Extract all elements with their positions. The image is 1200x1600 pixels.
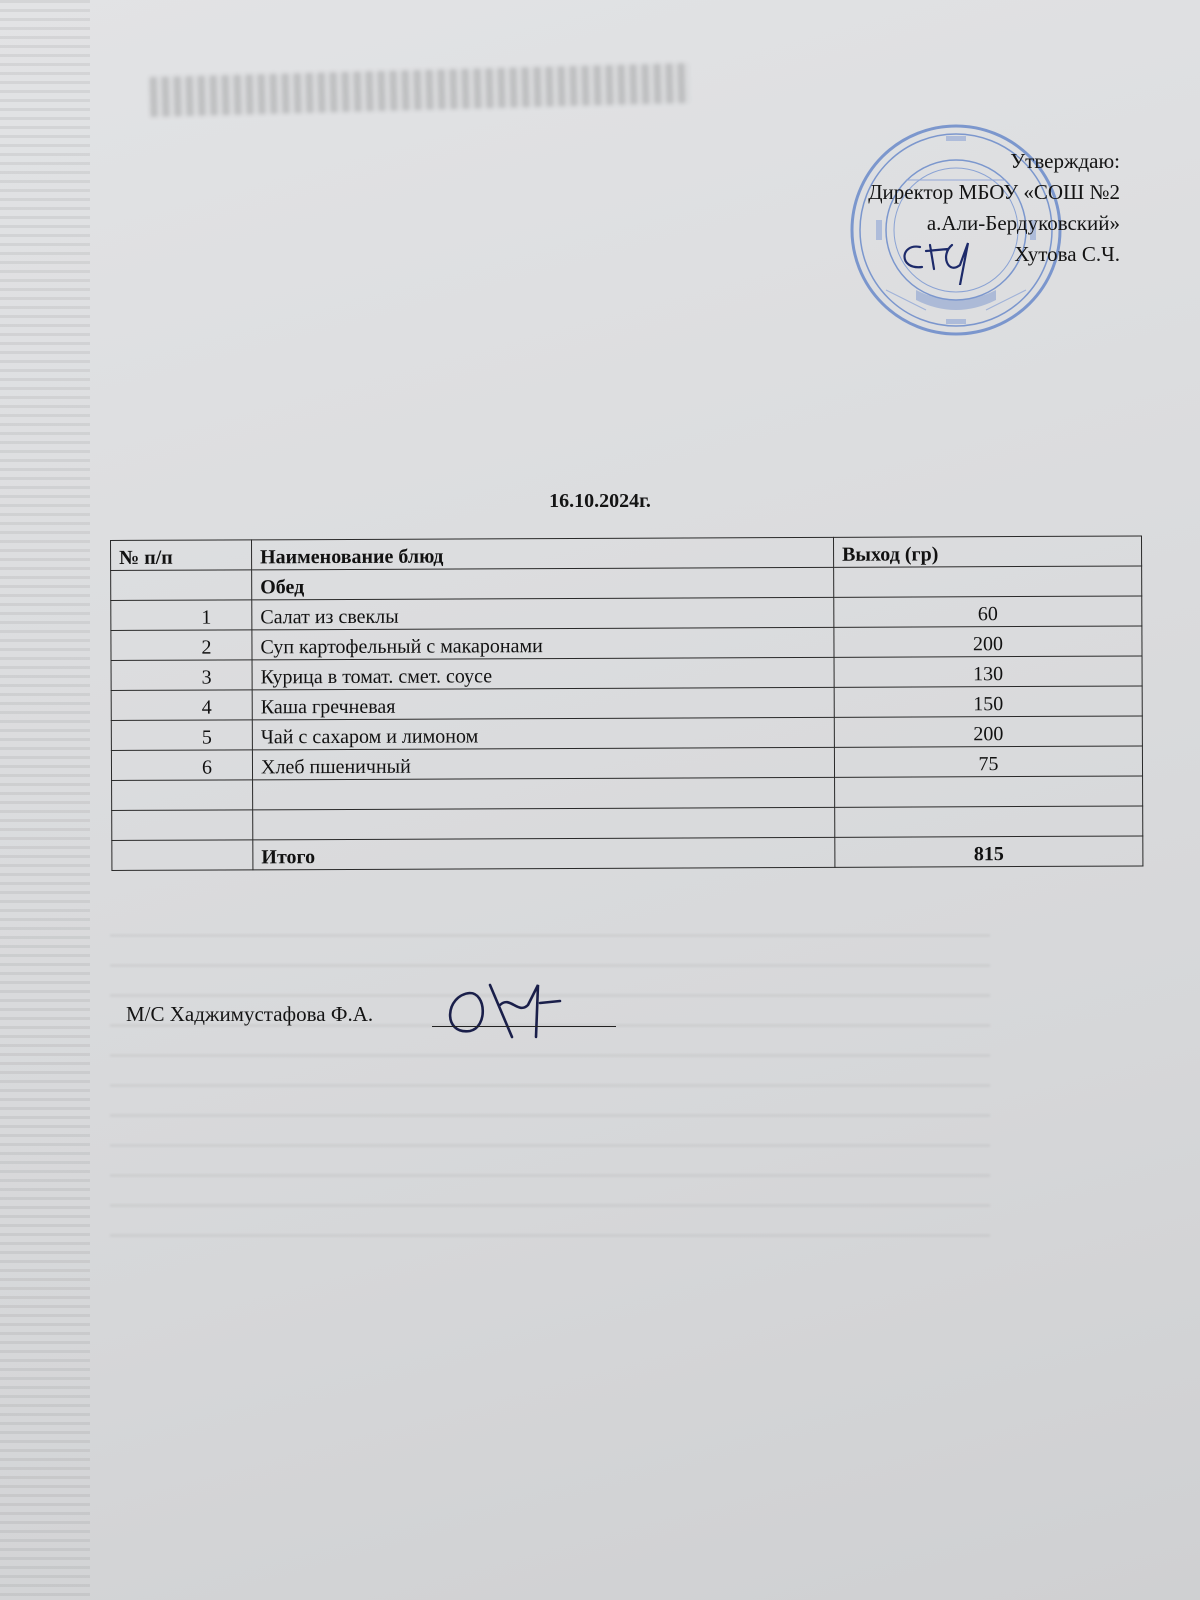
approval-block: [868, 146, 1120, 270]
row-output: 60: [834, 596, 1142, 627]
table-row: [111, 746, 1142, 780]
bleed-through-texture: [110, 905, 1010, 1255]
total-label: Итого: [253, 837, 835, 870]
total-row: [112, 836, 1143, 870]
row-name: Каша гречневая: [252, 687, 834, 720]
total-value: 815: [835, 836, 1143, 867]
table-header-row: [111, 536, 1142, 570]
row-name: Курица в томат. смет. соусе: [252, 657, 834, 690]
row-num: 4: [111, 690, 252, 721]
table-row: [111, 686, 1142, 720]
table-row: [111, 626, 1142, 660]
section-row: [111, 566, 1142, 600]
row-num: 3: [111, 660, 252, 691]
row-output: 200: [834, 626, 1142, 657]
row-name: Хлеб пшеничный: [252, 747, 834, 780]
nurse-signature-icon: [440, 975, 580, 1045]
table-row: [111, 656, 1142, 690]
row-num: 6: [111, 750, 252, 781]
table-row: [111, 716, 1142, 750]
section-label: Обед: [252, 567, 834, 600]
approval-position: Директор МБОУ «СОШ №2: [868, 180, 1120, 204]
row-name: Суп картофельный с макаронами: [252, 627, 834, 660]
approval-title: Утверждаю:: [1010, 149, 1120, 173]
approval-director-name: Хутова С.Ч.: [1014, 242, 1120, 266]
document-date: 16.10.2024г.: [549, 490, 651, 512]
row-num: 1: [111, 600, 252, 631]
row-num: 5: [111, 720, 252, 751]
header-name: Наименование блюд: [252, 537, 834, 570]
header-num: № п/п: [111, 540, 252, 571]
table-row: [111, 596, 1142, 630]
approval-school: а.Али-Бердуковский»: [926, 211, 1120, 235]
row-output: 130: [834, 656, 1142, 687]
row-name: Салат из свеклы: [252, 597, 834, 630]
scan-noise: [0, 0, 90, 1600]
empty-row: [112, 806, 1143, 840]
row-name: Чай с сахаром и лимоном: [252, 717, 834, 750]
menu-table: [110, 535, 1143, 870]
row-output: 200: [834, 716, 1142, 747]
header-output: Выход (гр): [833, 536, 1141, 567]
signature-line: [432, 1026, 616, 1027]
row-num: 2: [111, 630, 252, 661]
nurse-signature-label: М/С Хаджимустафова Ф.А.: [126, 1002, 374, 1026]
empty-row: [112, 776, 1143, 810]
scan-smudge: [150, 63, 691, 117]
row-output: 150: [834, 686, 1142, 717]
row-output: 75: [834, 746, 1142, 777]
